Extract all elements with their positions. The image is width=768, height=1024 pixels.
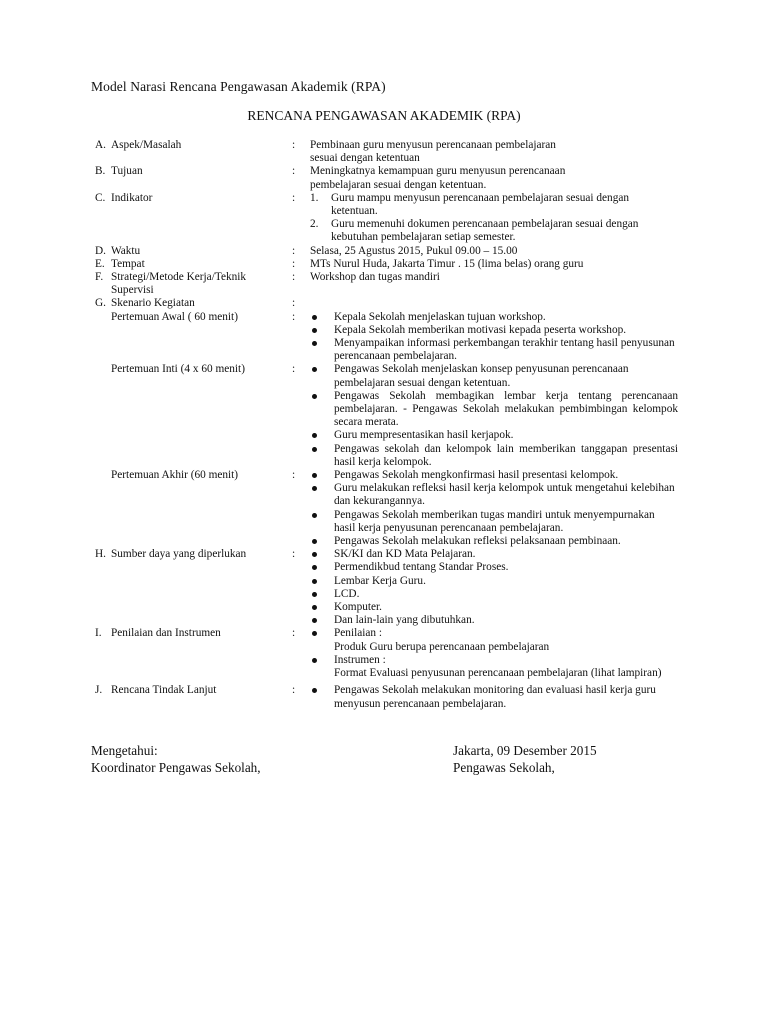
bullet-text: Menyampaikan informasi perkembangan terakhir tentang hasil penyusunan perencanaan pembelajaran. <box>334 337 675 363</box>
row-skenario <box>0 297 768 310</box>
bullet-text: Instrumen : <box>334 653 386 666</box>
bullet-text: Kepala Sekolah menjelaskan tujuan workshop. <box>334 310 546 323</box>
bullet-icon <box>312 486 317 491</box>
row-label: Pertemuan Awal ( 60 menit) <box>111 310 238 323</box>
bullet-item <box>310 311 678 324</box>
row-colon: : <box>292 139 296 151</box>
bullet-list <box>310 627 678 680</box>
row-strategi <box>0 271 768 297</box>
bullet-icon <box>312 315 317 320</box>
row-penilaian <box>0 627 768 680</box>
row-colon: : <box>292 271 296 284</box>
bullet-icon <box>312 433 317 438</box>
value-line: Meningkatnya kemampuan guru menyusun perencanaan <box>310 165 566 178</box>
row-colon: : <box>292 191 296 204</box>
row-colon: : <box>292 363 296 376</box>
row-indikator <box>0 192 768 245</box>
row-value <box>310 363 678 469</box>
row-pertemuan-awal <box>0 311 768 364</box>
row-colon: : <box>292 244 296 257</box>
row-value <box>310 258 678 271</box>
row-label: Indikator <box>111 191 153 204</box>
bullet-list <box>310 311 678 364</box>
bullet-list <box>310 684 678 710</box>
row-pertemuan-inti <box>0 363 768 469</box>
bullet-item <box>310 601 678 614</box>
row-colon: : <box>292 684 296 697</box>
bullet-text: Penilaian : <box>334 627 383 640</box>
row-letter: B. <box>95 165 106 178</box>
row-label: Sumber daya yang diperlukan <box>111 548 247 561</box>
bullet-item <box>310 363 678 389</box>
bullet-icon <box>312 552 317 557</box>
bullet-icon <box>312 592 317 597</box>
item-text: Guru mampu menyusun perencanaan pembelajaran sesuai dengan ketentuan. <box>331 191 629 218</box>
bullet-icon <box>312 341 317 346</box>
bullet-icon <box>312 513 317 518</box>
signature-right-line2: Pengawas Sekolah, <box>453 759 555 775</box>
numbered-list <box>310 192 678 245</box>
row-label: Aspek/Masalah <box>111 139 182 151</box>
bullet-text: Pengawas Sekolah membagikan lembar kerja tentang perencanaan pembelajaran. - Pengawas Sekolah melakukan pembimbingan kelompok secara merata. <box>334 389 678 429</box>
bullet-text: Lembar Kerja Guru. <box>334 574 426 587</box>
value-line: Selasa, 25 Agustus 2015, Pukul 09.00 – 15.00 <box>310 244 518 257</box>
row-colon: : <box>292 627 296 640</box>
bullet-item <box>310 390 678 430</box>
bullet-list <box>310 363 678 469</box>
bullet-icon <box>312 658 317 663</box>
bullet-item <box>310 548 678 561</box>
bullet-text: Pengawas Sekolah mengkonfirmasi hasil presentasi kelompok. <box>334 469 619 482</box>
bullet-text: Kepala Sekolah memberikan motivasi kepada peserta workshop. <box>334 323 627 336</box>
bullet-item <box>310 324 678 337</box>
bullet-icon <box>312 394 317 399</box>
row-label: Tempat <box>111 257 145 270</box>
bullet-icon <box>312 447 317 452</box>
bullet-icon <box>312 539 317 544</box>
row-label: Skenario Kegiatan <box>111 297 195 310</box>
row-label: Strategi/Metode Kerja/Teknik Supervisi <box>111 271 247 297</box>
bullet-text: Pengawas Sekolah menjelaskan konsep penyusunan perencanaan pembelajaran sesuai dengan ketentuan. <box>334 363 629 389</box>
row-sumber-daya <box>0 548 768 627</box>
bullet-item <box>310 509 678 535</box>
row-label: Rencana Tindak Lanjut <box>111 684 217 697</box>
row-pertemuan-akhir <box>0 469 768 548</box>
row-value <box>310 165 678 191</box>
bullet-item <box>310 588 678 601</box>
row-colon: : <box>292 165 296 178</box>
numbered-item <box>310 192 678 218</box>
bullet-icon <box>312 688 317 693</box>
bullet-item <box>310 614 678 627</box>
row-tempat <box>0 258 768 271</box>
bullet-text: Pengawas Sekolah memberikan tugas mandiri untuk menyempurnakan hasil kerja penyusunan perencanaan pembelajaran. <box>334 508 655 534</box>
row-value <box>310 469 678 548</box>
bullet-text: Permendikbud tentang Standar Proses. <box>334 561 509 574</box>
value-line: Pembinaan guru menyusun perencanaan pembelajaran <box>310 139 556 151</box>
row-value <box>310 627 678 680</box>
bullet-item <box>310 535 678 548</box>
row-colon: : <box>292 548 296 561</box>
signature-left-line2: Koordinator Pengawas Sekolah, <box>91 759 261 775</box>
bullet-item <box>310 429 678 442</box>
row-letter: A. <box>95 139 106 151</box>
bullet-item <box>310 627 678 653</box>
row-waktu <box>0 245 768 258</box>
row-tindak-lanjut <box>0 684 768 710</box>
bullet-subtext: Produk Guru berupa perencanaan pembelajaran <box>334 640 550 653</box>
row-letter: G. <box>95 297 106 310</box>
bullet-text: SK/KI dan KD Mata Pelajaran. <box>334 548 476 561</box>
numbered-item <box>310 218 678 244</box>
row-colon: : <box>292 257 296 270</box>
signature-right-line1: Jakarta, 09 Desember 2015 <box>453 743 597 758</box>
bullet-text: Dan lain-lain yang dibutuhkan. <box>334 614 475 627</box>
row-label: Waktu <box>111 244 141 257</box>
bullet-icon <box>312 565 317 570</box>
row-letter: J. <box>95 684 103 697</box>
row-value <box>310 684 678 710</box>
row-letter: C. <box>95 191 106 204</box>
bullet-text: Guru melakukan refleksi hasil kerja kelompok untuk mengetahui kelebihan dan kekurangannya. <box>334 482 675 508</box>
row-value <box>310 271 678 284</box>
row-letter: H. <box>95 548 106 561</box>
row-colon: : <box>292 310 296 323</box>
row-letter: I. <box>95 627 102 640</box>
bullet-icon <box>312 631 317 636</box>
bullet-icon <box>312 367 317 372</box>
value-line: MTs Nurul Huda, Jakarta Timur . 15 (lima belas) orang guru <box>310 257 584 270</box>
bullet-list <box>310 548 678 627</box>
value-line: Workshop dan tugas mandiri <box>310 271 440 284</box>
document-heading: RENCANA PENGAWASAN AKADEMIK (RPA) <box>247 108 521 123</box>
row-letter: F. <box>95 271 104 284</box>
signature-left <box>91 743 261 776</box>
bullet-text: Komputer. <box>334 601 383 614</box>
row-label: Tujuan <box>111 165 143 178</box>
bullet-item <box>310 337 678 363</box>
bullet-item <box>310 482 678 508</box>
row-value <box>310 245 678 258</box>
bullet-item <box>310 561 678 574</box>
document-title: Model Narasi Rencana Pengawasan Akademik (RPA) <box>91 79 386 94</box>
row-aspek <box>0 139 768 165</box>
row-value <box>310 192 678 245</box>
bullet-list <box>310 469 678 548</box>
signature-right <box>453 743 597 776</box>
row-label: Penilaian dan Instrumen <box>111 627 221 640</box>
row-colon: : <box>292 469 296 482</box>
bullet-icon <box>312 579 317 584</box>
bullet-text: Guru mempresentasikan hasil kerjapok. <box>334 429 514 442</box>
row-label: Pertemuan Akhir (60 menit) <box>111 469 239 482</box>
bullet-icon <box>312 618 317 623</box>
bullet-icon <box>312 473 317 478</box>
bullet-text: Pengawas Sekolah melakukan monitoring dan evaluasi hasil kerja guru menyusun perencanaan pembelajaran. <box>334 684 656 710</box>
bullet-subtext: Format Evaluasi penyusunan perencanaan pembelajaran (lihat lampiran) <box>334 667 662 680</box>
row-value <box>310 139 678 165</box>
item-number: 1. <box>310 191 319 204</box>
bullet-icon <box>312 328 317 333</box>
item-text: Guru memenuhi dokumen perencanaan pembelajaran sesuai dengan kebutuhan pembelajaran setiap semester. <box>331 218 639 244</box>
row-tujuan <box>0 165 768 191</box>
value-line: pembelajaran sesuai dengan ketentuan. <box>310 178 487 191</box>
bullet-text: LCD. <box>334 587 360 600</box>
bullet-item <box>310 443 678 469</box>
signature-left-line1: Mengetahui: <box>91 743 158 758</box>
bullet-text: Pengawas Sekolah melakukan refleksi pelaksanaan pembinaan. <box>334 535 621 548</box>
row-value <box>310 311 678 364</box>
bullet-icon <box>312 605 317 610</box>
row-colon: : <box>292 297 296 310</box>
row-value <box>310 548 678 627</box>
row-letter: E. <box>95 257 105 270</box>
value-line: sesuai dengan ketentuan <box>310 152 420 165</box>
plan-table <box>0 139 768 711</box>
row-label: Pertemuan Inti (4 x 60 menit) <box>111 363 245 376</box>
item-number: 2. <box>310 218 319 231</box>
bullet-item <box>310 654 678 680</box>
bullet-text: Pengawas sekolah dan kelompok lain memberikan tanggapan presentasi hasil kerja kelompok. <box>334 442 678 468</box>
bullet-item <box>310 575 678 588</box>
bullet-item <box>310 469 678 482</box>
bullet-item <box>310 684 678 710</box>
row-letter: D. <box>95 244 106 257</box>
